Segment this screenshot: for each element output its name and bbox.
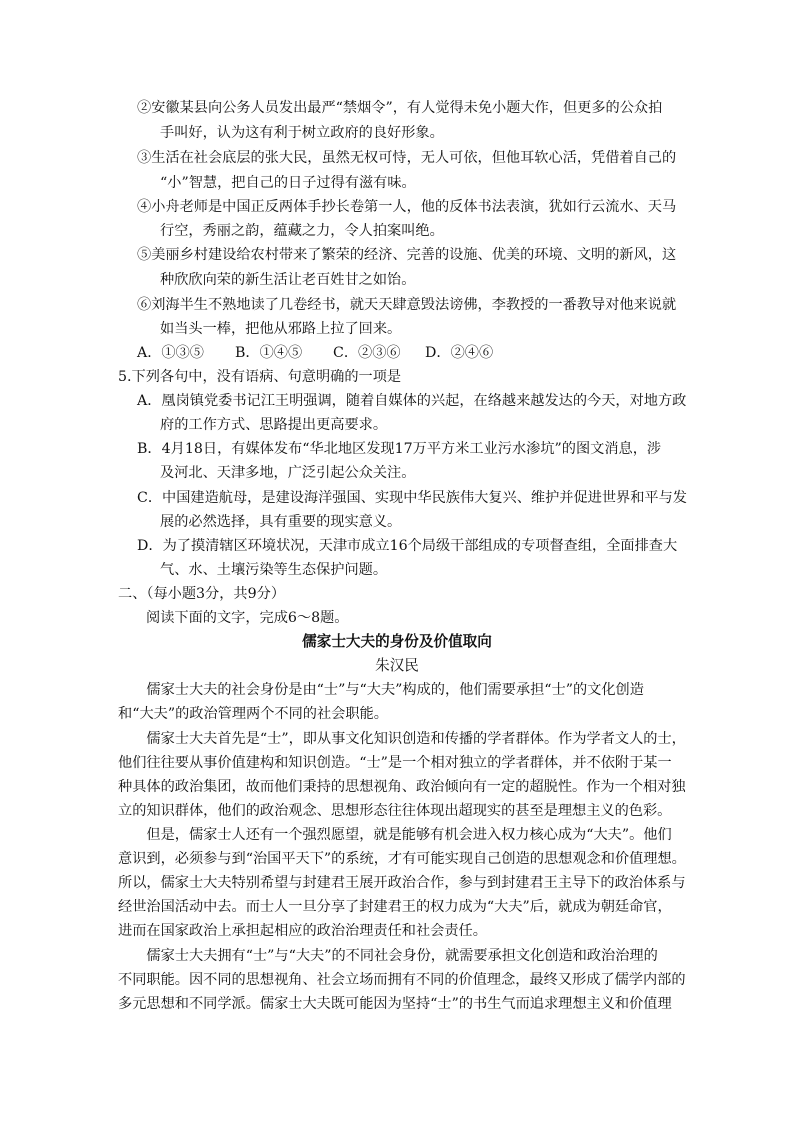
q4-item-6-line1: ⑥刘海半生不熟地读了几卷经书，就天天肆意毁法谤佛，李教授的一番教导对他来说就 (137, 297, 677, 313)
article-title: 儒家士大夫的身份及价值取向 (302, 633, 492, 650)
q4-item-4-line2: 行空，秀丽之韵，蕴藏之力，令人拍案叫绝。 (160, 223, 444, 239)
q5-option-c-line2: 展的必然选择，具有重要的现实意义。 (160, 514, 402, 530)
paragraph-line: 所以，儒家士大夫特别希望与封建君王展开政治合作，参与到封建君王主导下的政治体系与 (118, 875, 686, 891)
paragraph-line: 他们往往要从事价值建构和知识创造。“士”是一个相对独立的学者群体，并不依附于某一 (118, 755, 672, 771)
section-heading: 二、（每小题3分，共9分） (118, 586, 286, 602)
paragraph-line: 但是，儒家士人还有一个强烈愿望，就是能够有机会进入权力核心成为“大夫”。他们 (118, 827, 672, 843)
q4-option-a: A．①③⑤ (137, 345, 204, 361)
paragraph-line: 儒家士大夫的社会身份是由“士”与“大夫”构成的，他们需要承担“士”的文化创造 (118, 682, 644, 698)
paragraph-line: 不同职能。因不同的思想视角、社会立场而拥有不同的价值理念，最终又形成了儒学内部的 (118, 972, 686, 988)
paragraph-line: 进而在国家政治上承担起相应的政治治理责任和社会责任。 (118, 923, 487, 939)
paragraph-line: 儒家士大夫首先是“士”，即从事文化知识创造和传播的学者群体。作为学者文人的士， (118, 731, 686, 747)
article-author: 朱汉民 (375, 657, 419, 674)
q5-option-a-line1: A．凰岗镇党委书记江王明强调，随着自媒体的兴起，在络越来越发达的今天，对地方政 (137, 393, 687, 409)
q4-item-5-line1: ⑤美丽乡村建设给农村带来了繁荣的经济、完善的设施、优美的环境、文明的新风，这 (137, 247, 677, 263)
paragraph-line: 儒家士大夫拥有“士”与“大夫”的不同社会身份，就需要承担文化创造和政治治理的 (118, 948, 658, 964)
q4-option-d: D．②④⑥ (425, 345, 494, 361)
paragraph-line: 意识到，必须参与到“治国平天下”的系统，才有可能实现自己创造的思想观念和价值理想。 (118, 851, 686, 867)
reading-instruction: 阅读下面的文字，完成6～8题。 (146, 610, 349, 626)
q5-option-a-line2: 府的工作方式、思路提出更高要求。 (160, 417, 388, 433)
q5-stem: 5.下列各句中，没有语病、句意明确的一项是 (118, 369, 402, 385)
q5-option-d-line2: 气、水、土壤污染等生态保护问题。 (160, 562, 388, 578)
paragraph-line: 立的知识群体，他们的政治观念、思想形态往往体现出超现实的甚至是理想主义的色彩。 (118, 803, 672, 819)
q5-option-d-line1: D．为了摸清辖区环境状况，天津市成立16个局级干部组成的专项督查组，全面排查大 (137, 538, 678, 554)
paragraph-line: 种具体的政治集团，故而他们秉持的思想视角、政治倾向有一定的超脱性。作为一个相对独 (118, 779, 686, 795)
q4-option-c: C．②③⑥ (333, 345, 401, 361)
q4-item-5-line2: 种欣欣向荣的新生活让老百姓甘之如饴。 (160, 272, 416, 288)
q4-option-b: B．①④⑤ (235, 345, 303, 361)
paragraph-line: 和“大夫”的政治管理两个不同的社会职能。 (118, 706, 388, 722)
paragraph-line: 经世治国活动中去。而士人一旦分享了封建君王的权力成为“大夫”后，就成为朝廷命官， (118, 899, 672, 915)
q4-item-3-line1: ③生活在社会底层的张大民，虽然无权可恃，无人可依，但他耳软心活，凭借着自己的 (137, 150, 677, 166)
paragraph-line: 多元思想和不同学派。儒家士大夫既可能因为坚持“士”的书生气而追求理想主义和价值理 (118, 996, 672, 1012)
q4-item-3-line2: “小”智慧，把自己的日子过得有滋有味。 (160, 175, 416, 191)
q4-item-4-line1: ④小舟老师是中国正反两体手抄长卷第一人，他的反体书法表演，犹如行云流水、天马 (137, 199, 677, 215)
q5-option-b-line2: 及河北、天津多地，广泛引起公众关注。 (160, 465, 416, 481)
q4-item-6-line2: 如当头一棒，把他从邪路上拉了回来。 (160, 321, 402, 337)
q5-option-b-line1: B．4月18日，有媒体发布“华北地区发现17万平方米工业污水渗坑”的图文消息，涉 (137, 441, 662, 457)
q4-item-2-line1: ②安徽某县向公务人员发出最严“禁烟令”，有人觉得未免小题大作，但更多的公众拍 (137, 100, 663, 116)
q5-option-c-line1: C．中国建造航母，是建设海洋强国、实现中华民族伟大复兴、维护并促进世界和平与发 (137, 490, 687, 506)
q4-item-2-line2: 手叫好，认为这有利于树立政府的良好形象。 (160, 125, 444, 141)
